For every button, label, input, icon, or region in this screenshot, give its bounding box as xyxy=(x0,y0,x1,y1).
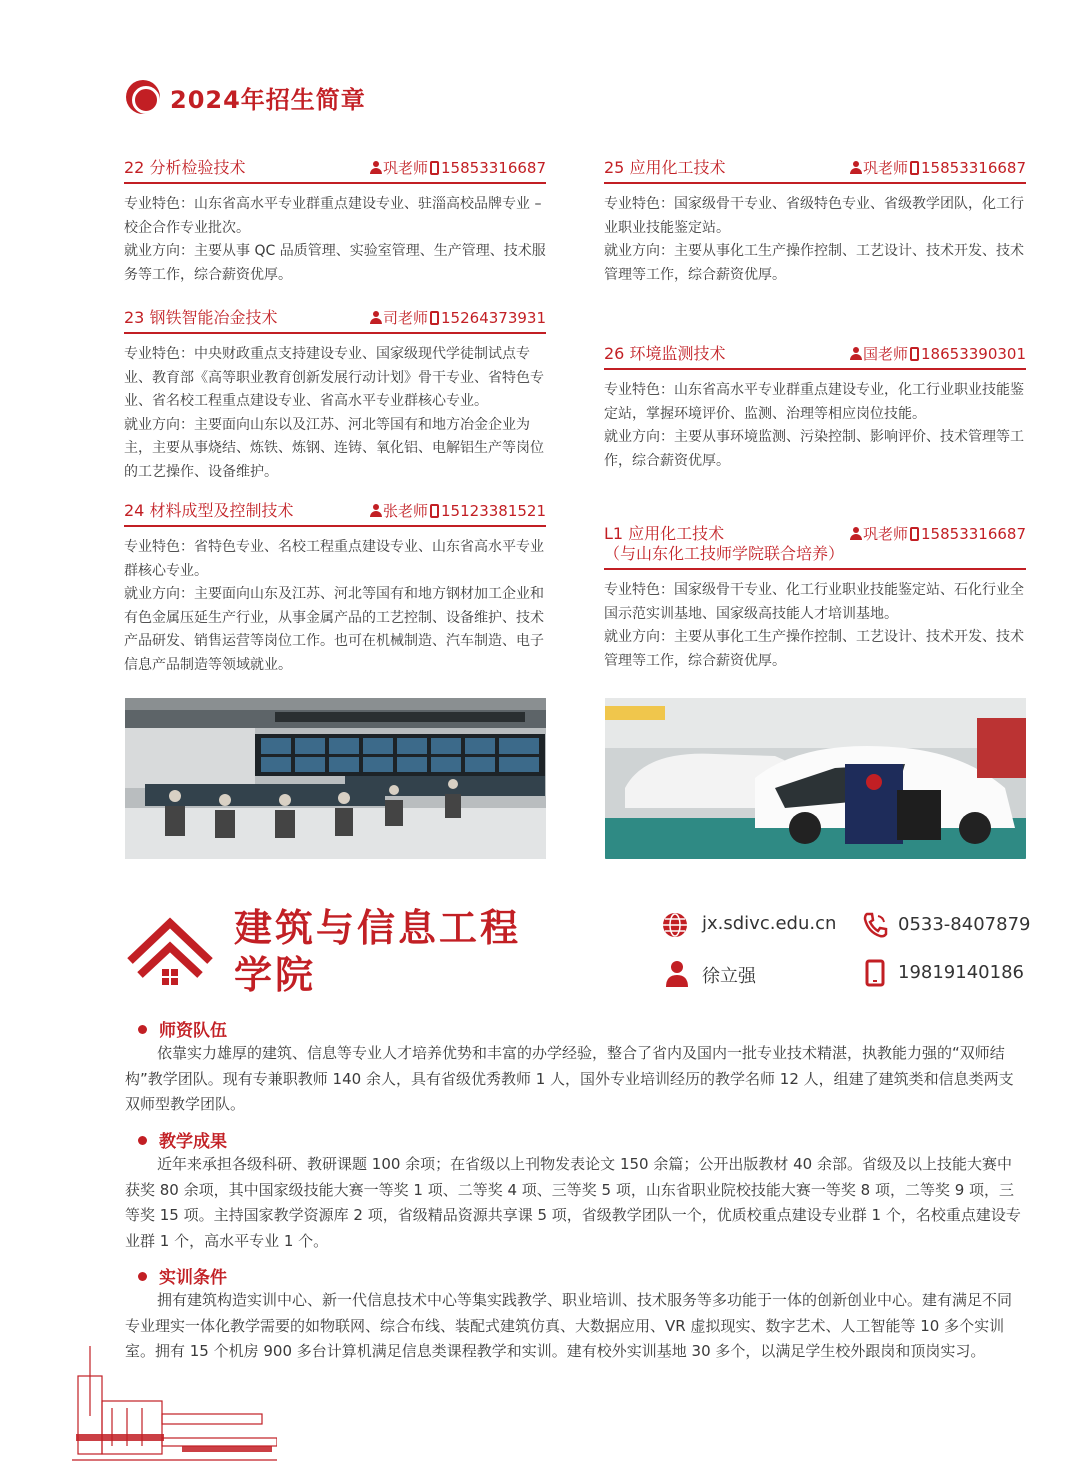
bullet-dot-icon xyxy=(138,1272,147,1281)
program-contact xyxy=(850,343,1026,364)
program-block-23 xyxy=(124,306,546,484)
program-block-22 xyxy=(124,156,546,287)
phone-icon xyxy=(910,527,919,541)
teacher-phone: 18653390301 xyxy=(921,345,1026,363)
career-text: 主要从事化工生产操作控制、工艺设计、技术开发、技术管理等工作，综合薪资优厚。 xyxy=(604,243,1024,283)
control-room-photo xyxy=(125,698,546,859)
program-feature xyxy=(604,579,1026,626)
teacher-name: 国老师 xyxy=(863,345,909,363)
program-feature xyxy=(124,536,546,583)
teacher-name: 巩老师 xyxy=(863,525,909,543)
program-contact xyxy=(370,500,546,521)
section-body-achievements: 近年来承担各级科研、教研课题 100 余项；在省级以上刊物发表论文 150 余篇；公开出版教材 40 余部。省级及以上技能大赛中获奖 80 余项，其中国家级技能大赛一等奖 1 项、二等奖 4 项、三等奖 5 项，山东省职业院校技能大赛一等奖 8 项，二等奖 9 项，三等奖 15 项。主持国家教学资源库 2 项，省级精品资源共享课 5 项，省级教学团队一个，优质校重点建设专业群 1 个，名校重点建设专业群 1 个，高水平专业 1 个。 xyxy=(125,1155,1021,1250)
teacher-phone: 15853316687 xyxy=(921,159,1026,177)
feature-label: 专业特色： xyxy=(604,382,674,398)
section-title-achievements xyxy=(138,1127,227,1152)
feature-text: 国家级骨干专业、化工行业职业技能鉴定站、石化行业全国示范实训基地、国家级高技能人才培训基地。 xyxy=(604,582,1024,622)
feature-text: 山东省高水平专业群重点建设专业、驻淄高校品牌专业 –校企合作专业批次。 xyxy=(124,196,542,236)
globe-icon xyxy=(662,912,688,938)
program-contact xyxy=(370,307,546,328)
program-feature xyxy=(124,343,546,414)
program-body xyxy=(604,193,1026,287)
program-body xyxy=(604,579,1026,673)
program-block-l1 xyxy=(604,522,1026,673)
program-career xyxy=(124,240,546,287)
feature-label: 专业特色： xyxy=(604,196,674,212)
section-title-text: 师资队伍 xyxy=(159,1021,227,1041)
automotive-workshop-photo xyxy=(605,698,1026,859)
college-name-line2: 学院 xyxy=(234,953,317,997)
bullet-dot-icon xyxy=(138,1025,147,1034)
teacher-phone: 15264373931 xyxy=(441,309,546,327)
page-title: 2024年招生简章 xyxy=(170,86,366,114)
person-icon xyxy=(850,527,862,540)
program-header xyxy=(604,342,1026,370)
program-block-25 xyxy=(604,156,1026,287)
section-title-text: 实训条件 xyxy=(159,1268,227,1288)
career-label: 就业方向： xyxy=(604,243,674,259)
program-contact xyxy=(850,523,1026,544)
person-icon xyxy=(850,161,862,174)
college-name-line1: 建筑与信息工程 xyxy=(234,906,522,950)
feature-text: 中央财政重点支持建设专业、国家级现代学徒制试点专业、教育部《高等职业教育创新发展行动计划》骨干专业、省特色专业、省名校工程重点建设专业、省高水平专业群核心专业。 xyxy=(124,346,544,409)
teacher-name: 巩老师 xyxy=(383,159,429,177)
bullet-dot-icon xyxy=(138,1136,147,1145)
program-contact xyxy=(850,157,1026,178)
feature-label: 专业特色： xyxy=(124,346,194,362)
program-name: L1 应用化工技术 xyxy=(604,524,725,543)
feature-text: 国家级骨干专业、省级特色专业、省级教学团队，化工行业职业技能鉴定站。 xyxy=(604,196,1024,236)
phone-icon xyxy=(430,311,439,325)
program-header xyxy=(604,522,1026,570)
career-text: 主要从事环境监测、污染控制、影响评价、技术管理等工作，综合薪资优厚。 xyxy=(604,429,1024,469)
program-subtitle: （与山东化工技师学院联合培养） xyxy=(604,544,845,563)
program-career xyxy=(604,426,1026,473)
feature-text: 省特色专业、名校工程重点建设专业、山东省高水平专业群核心专业。 xyxy=(124,539,544,579)
program-header xyxy=(124,306,546,334)
phone-icon xyxy=(910,161,919,175)
career-text: 主要从事 QC 品质管理、实验室管理、生产管理、技术服务等工作，综合薪资优厚。 xyxy=(124,243,546,283)
phone-icon xyxy=(430,504,439,518)
career-text: 主要面向山东及江苏、河北等国有和地方钢材加工企业和有色金属压延生产行业，从事金属产品的工艺控制、设备维护、技术产品研发、销售运营等岗位工作。也可在机械制造、汽车制造、电子信息产品制造等领域就业。 xyxy=(124,586,544,673)
school-building-illustration-icon xyxy=(72,1346,277,1464)
career-label: 就业方向： xyxy=(604,429,674,445)
feature-text: 山东省高水平专业群重点建设专业，化工行业职业技能鉴定站，掌握环境评价、监测、治理等相应岗位技能。 xyxy=(604,382,1024,422)
mobile-phone-icon xyxy=(864,959,886,987)
person-icon xyxy=(664,960,690,988)
career-label: 就业方向： xyxy=(124,416,194,433)
program-body xyxy=(604,379,1026,473)
college-telephone: 0533-8407879 xyxy=(898,914,1031,935)
program-contact xyxy=(370,157,546,178)
college-name xyxy=(234,905,521,999)
program-header xyxy=(124,156,546,184)
college-contact-person: 徐立强 xyxy=(702,966,756,987)
teacher-phone: 15853316687 xyxy=(921,525,1026,543)
program-career xyxy=(604,626,1026,673)
feature-label: 专业特色： xyxy=(604,582,674,598)
college-roof-logo-icon xyxy=(124,909,216,991)
teacher-name: 巩老师 xyxy=(863,159,909,177)
program-feature xyxy=(604,379,1026,426)
career-text: 主要面向山东以及江苏、河北等国有和地方冶金企业为主，主要从事烧结、炼铁、炼钢、连铸、氧化铝、电解铝生产等岗位的工艺操作、设备维护。 xyxy=(124,416,544,480)
program-name: 22 分析检验技术 xyxy=(124,158,246,177)
teacher-name: 司老师 xyxy=(383,309,429,327)
feature-label: 专业特色： xyxy=(124,196,194,212)
career-label: 就业方向： xyxy=(124,243,194,259)
program-body xyxy=(124,343,546,484)
teacher-phone: 15123381521 xyxy=(441,502,546,520)
telephone-icon xyxy=(862,911,888,939)
section-title-faculty xyxy=(138,1016,227,1041)
school-logo-icon xyxy=(126,80,160,114)
program-career xyxy=(124,414,546,485)
career-label: 就业方向： xyxy=(604,629,674,645)
program-body xyxy=(124,536,546,677)
person-icon xyxy=(370,161,382,174)
career-label: 就业方向： xyxy=(124,586,194,602)
program-name: 24 材料成型及控制技术 xyxy=(124,501,294,520)
program-name: 26 环境监测技术 xyxy=(604,344,726,363)
college-website[interactable]: jx.sdivc.edu.cn xyxy=(702,913,837,934)
program-name: 23 钢铁智能冶金技术 xyxy=(124,308,278,327)
section-title-training xyxy=(138,1263,227,1288)
program-feature xyxy=(604,193,1026,240)
person-icon xyxy=(370,311,382,324)
college-mobile: 19819140186 xyxy=(898,962,1024,983)
section-title-text: 教学成果 xyxy=(159,1132,227,1152)
program-block-26 xyxy=(604,342,1026,473)
program-career xyxy=(604,240,1026,287)
phone-icon xyxy=(910,347,919,361)
teacher-phone: 15853316687 xyxy=(441,159,546,177)
teacher-name: 张老师 xyxy=(383,502,429,520)
program-header xyxy=(604,156,1026,184)
person-icon xyxy=(850,347,862,360)
career-text: 主要从事化工生产操作控制、工艺设计、技术开发、技术管理等工作，综合薪资优厚。 xyxy=(604,629,1024,669)
section-body-faculty: 依靠实力雄厚的建筑、信息等专业人才培养优势和丰富的办学经验，整合了省内及国内一批专业技术精湛，执教能力强的“双师结构”教学团队。现有专兼职教师 140 余人，具有省级优秀教师 1 人，国外专业培训经历的教学名师 12 人，组建了建筑类和信息类两支双师型教学团队。 xyxy=(125,1044,1014,1113)
person-icon xyxy=(370,504,382,517)
program-feature xyxy=(124,193,546,240)
program-name: 25 应用化工技术 xyxy=(604,158,726,177)
program-career xyxy=(124,583,546,677)
feature-label: 专业特色： xyxy=(124,539,194,555)
phone-icon xyxy=(430,161,439,175)
program-header xyxy=(124,499,546,527)
program-block-24 xyxy=(124,499,546,677)
section-body-training: 拥有建筑构造实训中心、新一代信息技术中心等集实践教学、职业培训、技术服务等多功能于一体的创新创业中心。建有满足不同专业理实一体化教学需要的如物联网、综合布线、装配式建筑仿真、大数据应用、VR 虚拟现实、数字艺术、人工智能等 10 多个实训室。拥有 15 个机房 900 多台计算机满足信息类课程教学和实训。建有校外实训基地 30 多个，以满足学生校外跟岗和顶岗实习。 xyxy=(125,1291,1013,1360)
program-body xyxy=(124,193,546,287)
